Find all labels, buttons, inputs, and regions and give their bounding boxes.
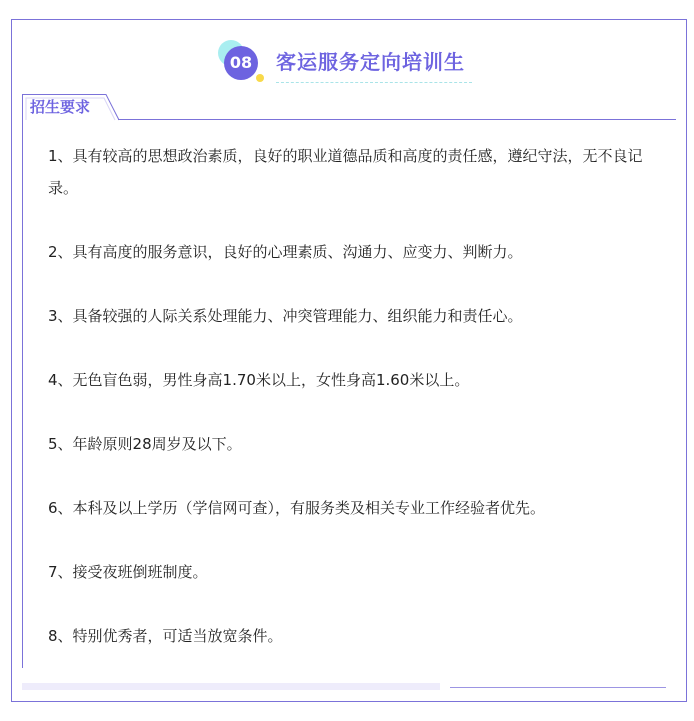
- section-label: 招生要求: [30, 98, 91, 116]
- bottom-decoration-line: [450, 687, 666, 688]
- page-title: 客运服务定向培训生: [276, 50, 465, 74]
- list-item: 4、无色盲色弱，男性身高1.70米以上，女性身高1.60米以上。: [48, 371, 470, 389]
- list-item: 6、本科及以上学历（学信网可查），有服务类及相关专业工作经验者优先。: [48, 499, 546, 517]
- list-item: 2、具有高度的服务意识，良好的心理素质、沟通力、应变力、判断力。: [48, 243, 523, 261]
- list-item: 7、接受夜班倒班制度。: [48, 563, 208, 581]
- list-item: 5、年龄原则28周岁及以下。: [48, 435, 242, 453]
- list-item: 8、特别优秀者，可适当放宽条件。: [48, 627, 283, 645]
- section-tab: [22, 94, 120, 120]
- list-item: 3、具备较强的人际关系处理能力、冲突管理能力、组织能力和责任心。: [48, 307, 523, 325]
- section-divider: [118, 119, 676, 120]
- badge-number: 08: [224, 46, 258, 80]
- left-rule: [22, 120, 23, 668]
- section-number-badge: [218, 40, 268, 86]
- title-underline: [276, 82, 472, 83]
- badge-dot-decoration: [256, 74, 264, 82]
- bottom-decoration-bar: [22, 683, 440, 690]
- requirements-list: [48, 140, 668, 652]
- list-item: 1、具有较高的思想政治素质，良好的职业道德品质和高度的责任感，遵纪守法，无不良记录。: [48, 147, 643, 197]
